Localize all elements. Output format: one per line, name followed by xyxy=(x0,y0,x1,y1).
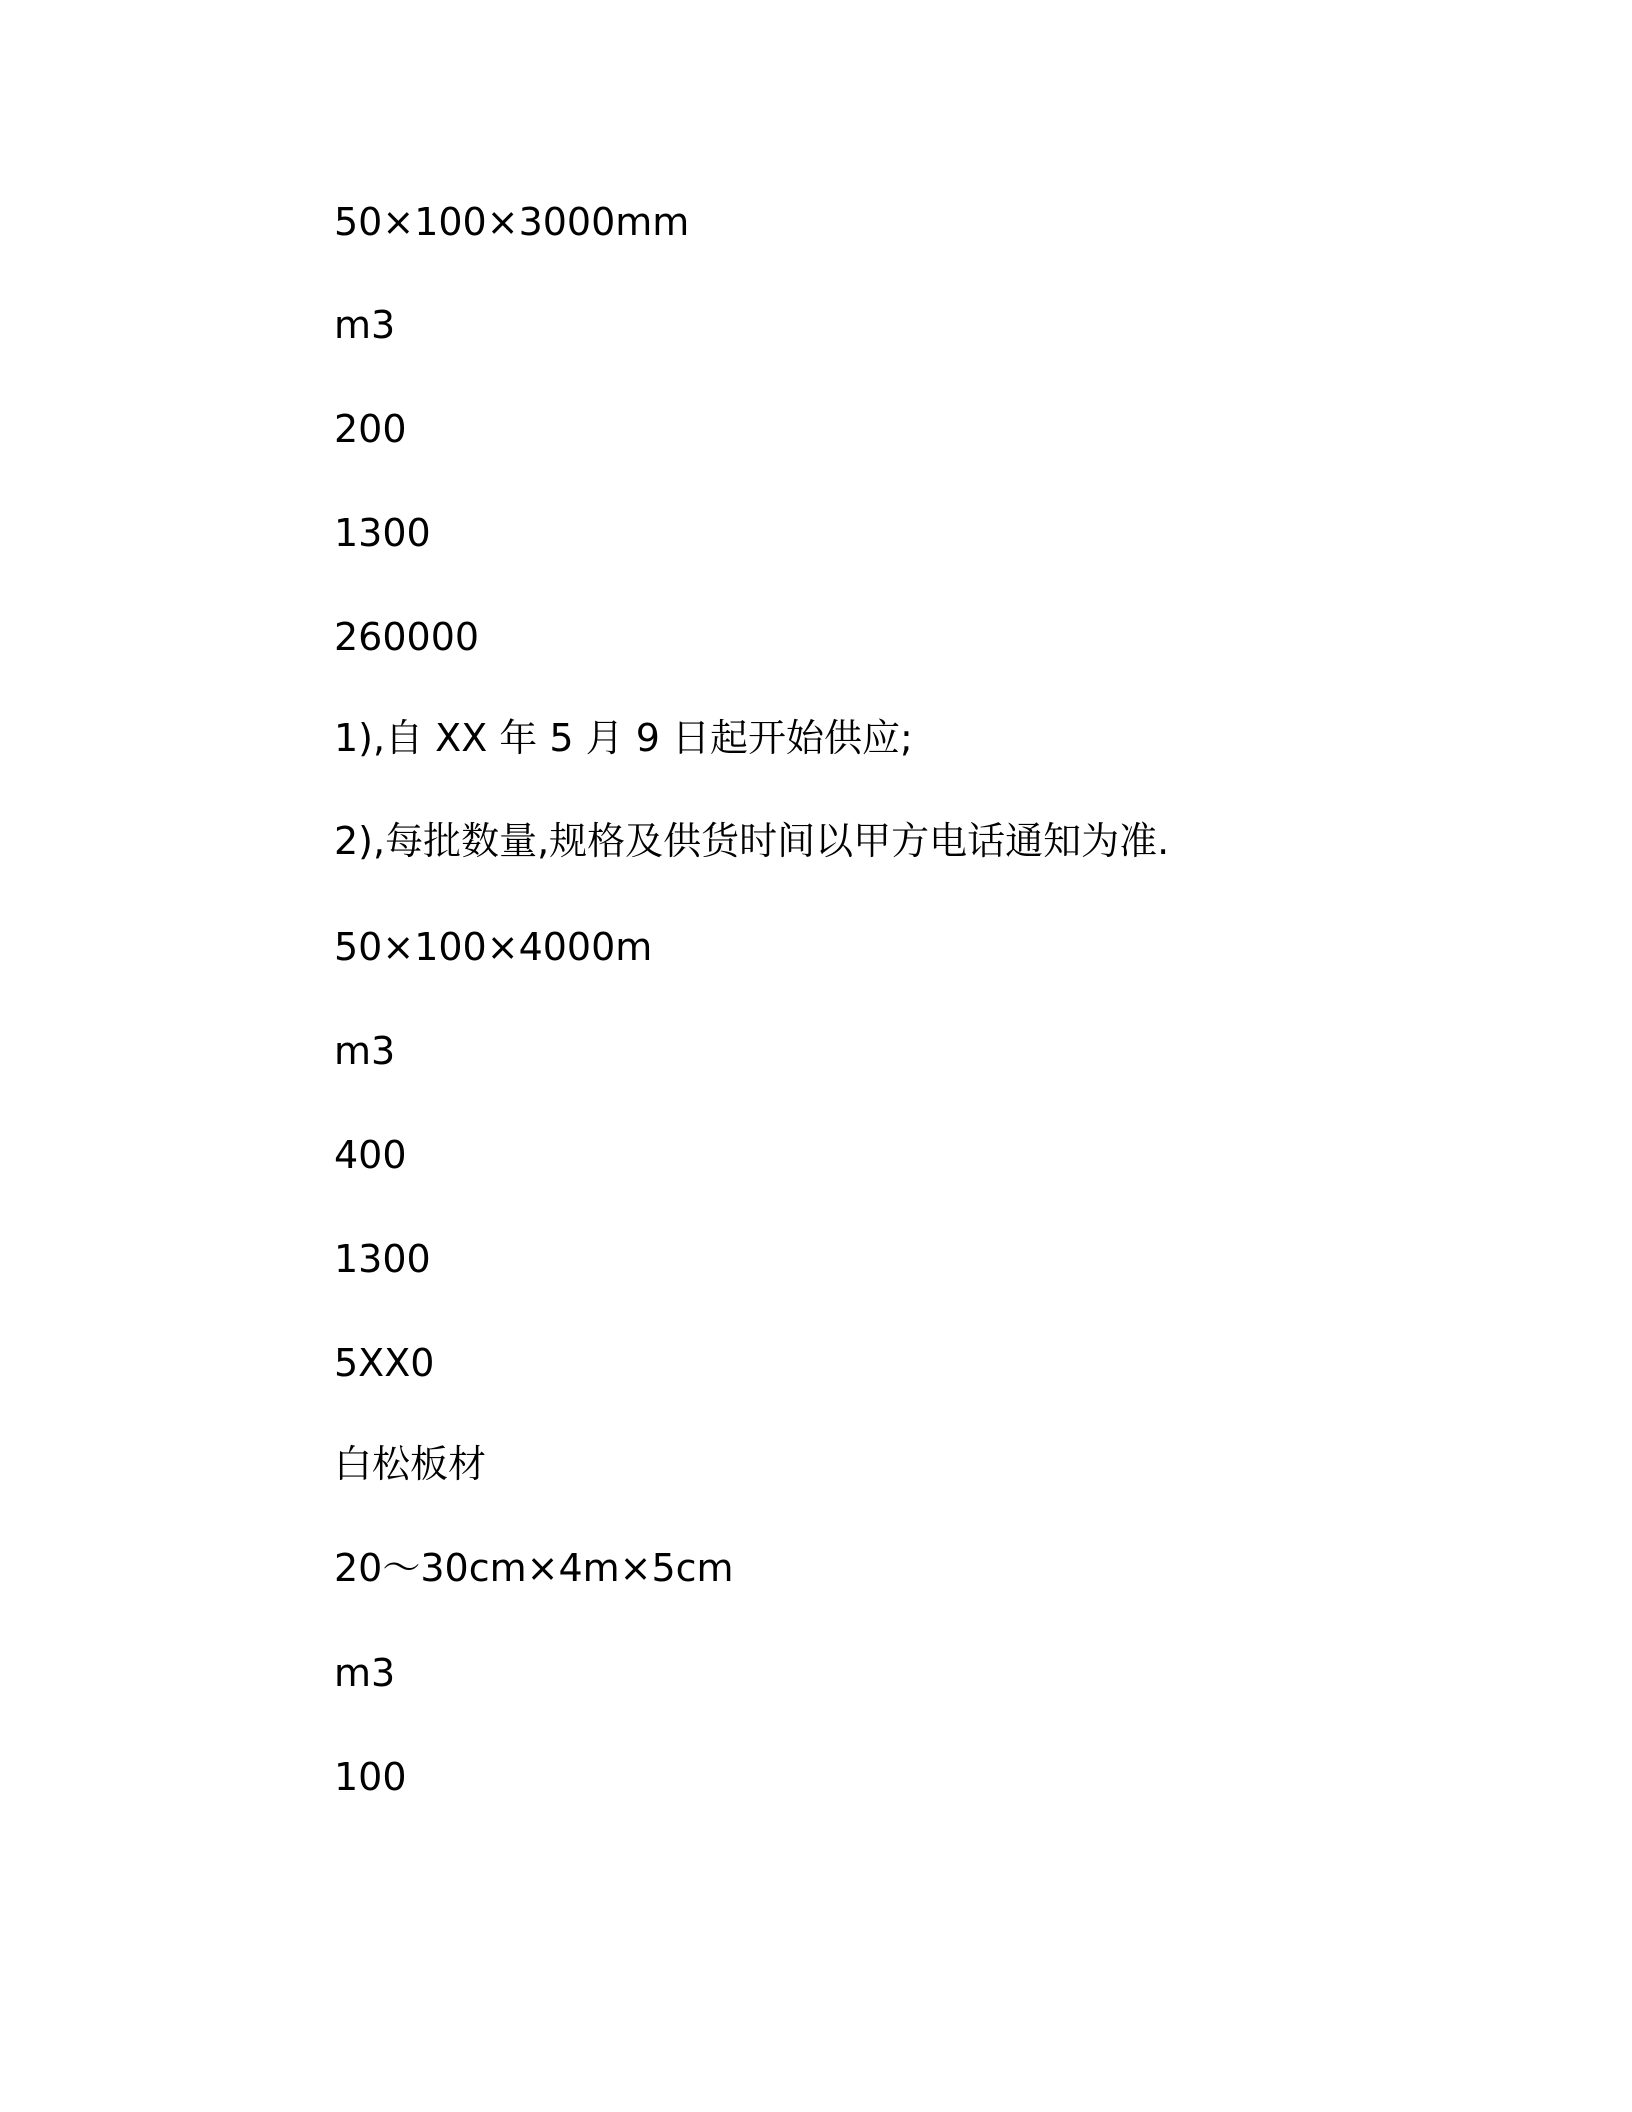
unit-price-1300-second: 1300 xyxy=(334,1237,431,1281)
total-5xx0: 5XX0 xyxy=(334,1341,435,1385)
unit-m3-second: m3 xyxy=(334,1029,396,1073)
spec-size-3000mm: 50×100×3000mm xyxy=(334,200,690,244)
unit-m3-third: m3 xyxy=(334,1651,396,1695)
material-name: 白松板材 xyxy=(334,1442,487,1486)
unit-price-1300: 1300 xyxy=(334,511,431,555)
note-batch-notice: 2),每批数量,规格及供货时间以甲方电话通知为准. xyxy=(334,819,1170,863)
quantity-200: 200 xyxy=(334,407,407,451)
total-260000: 260000 xyxy=(334,615,480,659)
quantity-100: 100 xyxy=(334,1755,407,1799)
spec-size-4000m: 50×100×4000m xyxy=(334,925,653,969)
quantity-400: 400 xyxy=(334,1133,407,1177)
spec-board-size: 20～30cm×4m×5cm xyxy=(334,1546,734,1590)
unit-m3: m3 xyxy=(334,303,396,347)
note-supply-start: 1),自 XX 年 5 月 9 日起开始供应; xyxy=(334,716,913,760)
